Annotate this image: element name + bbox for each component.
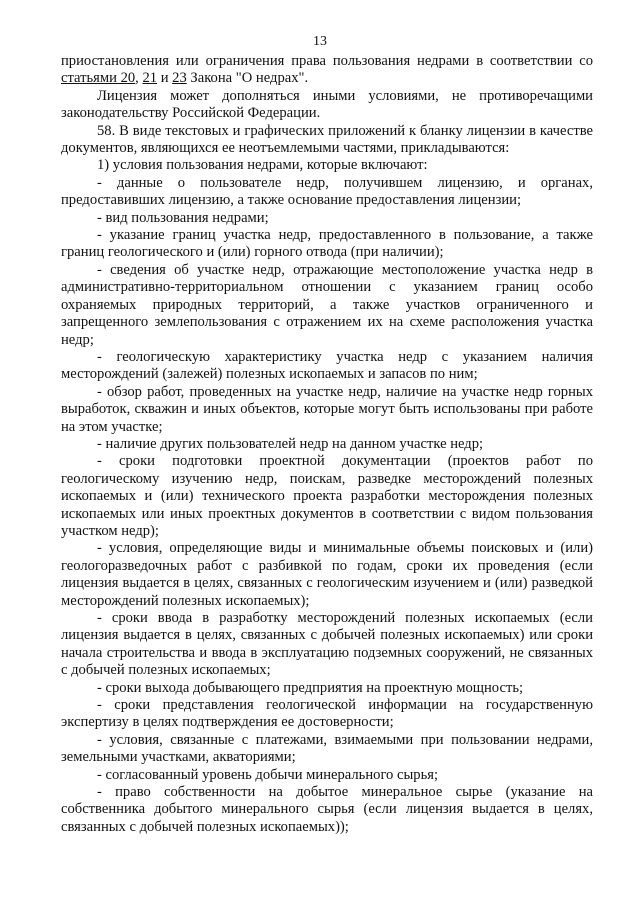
paragraph-clause-58: 58. В виде текстовых и графических приложений к бланку лицензии в качестве документов, являющихся ее неотъемлемыми частями, прикладываются:	[61, 122, 593, 157]
list-item: - согласованный уровень добычи минерального сырья;	[97, 766, 439, 783]
link-separator: и	[157, 70, 173, 87]
link-article-21[interactable]: 21	[142, 70, 158, 87]
list-item: - условия, связанные с платежами, взимаемыми при пользовании недрами, земельными участками, акваториями;	[61, 731, 593, 766]
paragraph-text: приостановления или ограничения права пользования недрами в соответствии со	[61, 53, 593, 69]
list-item: - геологическую характеристику участка недр с указанием наличия месторождений (залежей) полезных ископаемых и запасов по ним;	[61, 348, 593, 383]
list-item: - наличие других пользователей недр на данном участке недр;	[97, 435, 484, 452]
list-item: - сроки ввода в разработку месторождений полезных ископаемых (если лицензия выдается в целях, связанных с добычей полезных ископаемых) или сроки начала строительства и ввода в эксплуатацию подземных сооружений, не связанных с добычей полезных ископаемых;	[61, 610, 593, 679]
list-item: - условия, определяющие виды и минимальные объемы поисковых и (или) геологоразведочных работ с разбивкой по годам, сроки их проведения (если лицензия выдается в целях, связанных с геологическим изучением и (или) разведкой месторождений полезных ископаемых);	[61, 540, 593, 609]
list-item: - обзор работ, проведенных на участке недр, наличие на участке недр горных выработок, скважин и иных объектов, которые могут быть использованы при работе на этом участке;	[61, 383, 593, 435]
list-item: - вид пользования недрами;	[97, 209, 269, 226]
document-body	[61, 53, 593, 836]
page-number: 13	[313, 34, 327, 49]
list-item: - данные о пользователе недр, получившем лицензию, и органах, предоставивших лицензию, а также основание предоставления лицензии;	[61, 174, 593, 209]
list-item: - сроки выхода добывающего предприятия на проектную мощность;	[97, 679, 524, 696]
list-item: - указание границ участка недр, предоставленного в пользование, а также границ геологического и (или) горного отвода (при наличии);	[61, 227, 593, 261]
list-item: - сведения об участке недр, отражающие местоположение участка недр в административно-территориальном отношении с указанием границ особо охраняемых природных территорий, а также участков ограниченного и запрещенного землепользования с отражением их на схеме расположения участка недр;	[61, 261, 593, 348]
list-item: - сроки подготовки проектной документации (проектов работ по геологическому изучению недр, поискам, разведке месторождений полезных ископаемых и (или) технического проекта разработки месторождения полезных ископаемых или иных проектных документов в соответствии с видом пользования участком недр);	[61, 453, 593, 539]
link-separator: ,	[135, 70, 143, 87]
link-article-20[interactable]: статьями 20	[61, 70, 136, 87]
list-item: - право собственности на добытое минеральное сырье (указание на собственника добытого минерального сырья (если лицензия выдается в целях, связанных с добычей полезных ископаемых));	[61, 784, 593, 835]
paragraph-text: Закона "О недрах".	[186, 70, 309, 87]
list-item: - сроки представления геологической информации на государственную экспертизу в целях подтверждения ее достоверности;	[61, 697, 593, 731]
paragraph-continuation	[61, 53, 593, 88]
link-article-23[interactable]: 23	[172, 70, 187, 87]
list-item: 1) условия пользования недрами, которые включают:	[97, 157, 428, 174]
paragraph: Лицензия может дополняться иными условиями, не противоречащими законодательству Российской Федерации.	[61, 87, 593, 122]
